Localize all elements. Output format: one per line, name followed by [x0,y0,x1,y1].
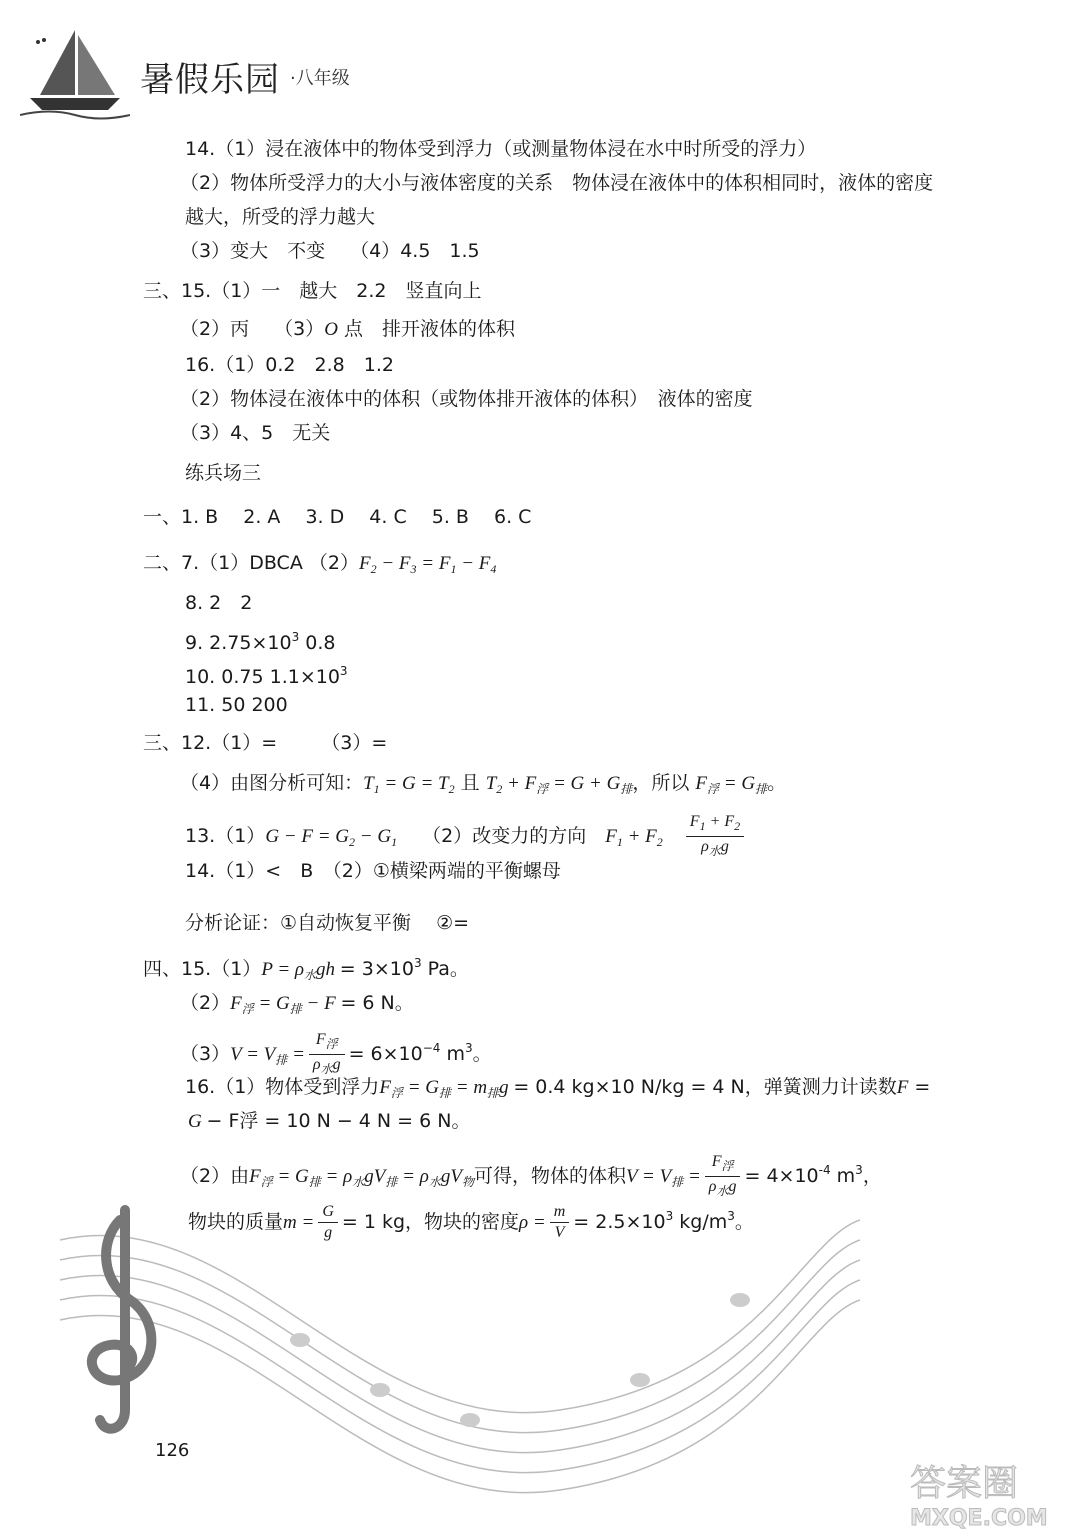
answer-line: 14.（1）< B （2）①横梁两端的平衡螺母 [185,860,561,882]
answer-line: $13.(1)G - F = G_2 - G_1$ （2）改变力的方向 $F_1 + F_2$ $\frac{F_1 + F_2}{\rho_水g}$ [185,812,748,861]
answer-line: 16.（1）0.2 2.8 1.2 [185,354,394,376]
page-number: 126 [155,1440,190,1461]
watermark-logo [900,1455,1070,1530]
answer-line: 9. $2.75\times 10^3$ 0.8 [185,630,336,654]
answer-line: 物块的质量m = $\frac{G}{g}$ = 1 kg，物块的密度ρ = $\frac{m}{V}$ = $2.5\times 10^3$ $kg/m^3$。 [188,1203,754,1241]
answer-line: （4）由图分析可知：$T_1 = G = T_2$ 且 $T_2 + F_浮 = G + G_排$，所以 $F_浮 = G_排$。 [180,772,787,796]
answer-line: 分析论证：①自动恢复平衡 ②= [185,912,470,934]
answer-line: 11. 50 200 [185,694,288,716]
answer-line: 8. 2 2 [185,592,253,614]
answer-line: $(2)F_浮 = G_排 - F = 6$ N。 [180,992,414,1016]
book-title: 暑假乐园 [140,60,280,100]
answer-line: 三、15.（1）一 越大 2.2 竖直向上 [143,280,482,302]
grade-label: ·八年级 [290,68,350,89]
answer-line: 四、$15.(1)P = \rho_水gh = 3\times 10^3$ Pa。 [143,956,469,982]
answer-line: G − F浮 = 10 N − 4 N = 6 N。 [188,1110,471,1132]
answer-line: （2）由$F_浮 = G_排 = \rho_水gV_排 = \rho_水gV_物$可得，物体的体积$V = V_排$ = $\frac{F_浮}{\rho_水g}$ = $4\times 10^{-4}$ $m^3$， [180,1153,882,1198]
answer-line: 越大，所受的浮力越大 [185,206,376,228]
answer-line: 三、12.（1）= （3）= [143,732,388,754]
answer-line: 二、7.（1）DBCA $(2)F_2 - F_3 = F_1 - F_4$ [143,552,497,576]
answer-line: （2）丙 （3）O 点 排开液体的体积 [180,318,515,340]
answer-line: （3）变大 不变 （4）4.5 1.5 [180,240,480,262]
svg-text:答案圈: 答案圈 [910,1463,1019,1504]
answer-line: 一、1. B 2. A 3. D 4. C 5. B 6. C [143,506,532,528]
sailboat-icon [20,20,130,120]
answer-line: $(3)V = V_排$ = $\frac{F_浮}{\rho_水g}$ = $6\times 10^{-4}$ $m^3$。 [180,1031,492,1076]
svg-text:MXQE.COM: MXQE.COM [910,1506,1048,1530]
section-title: 练兵场三 [185,462,262,484]
page-header [0,0,1080,130]
answer-line: （2）物体浸在液体中的体积（或物体排开液体的体积） 液体的密度 [180,388,753,410]
answer-line: 10. 0.75 $1.1\times 10^3$ [185,664,348,688]
treble-clef-icon [92,1210,151,1429]
answer-line: 14.（1）浸在液体中的物体受到浮力（或测量物体浸在水中时所受的浮力） [185,138,817,160]
answer-line: （2）物体所受浮力的大小与液体密度的关系 物体浸在液体中的体积相同时，液体的密度 [180,172,934,194]
answer-line: （3）4、5 无关 [180,422,331,444]
answer-line: 16.（1）物体受到浮力$F_浮 = G_排 = m_排g = 0.4$ kg×10 N/kg = 4 N，弹簧测力计读数F = [185,1076,931,1100]
